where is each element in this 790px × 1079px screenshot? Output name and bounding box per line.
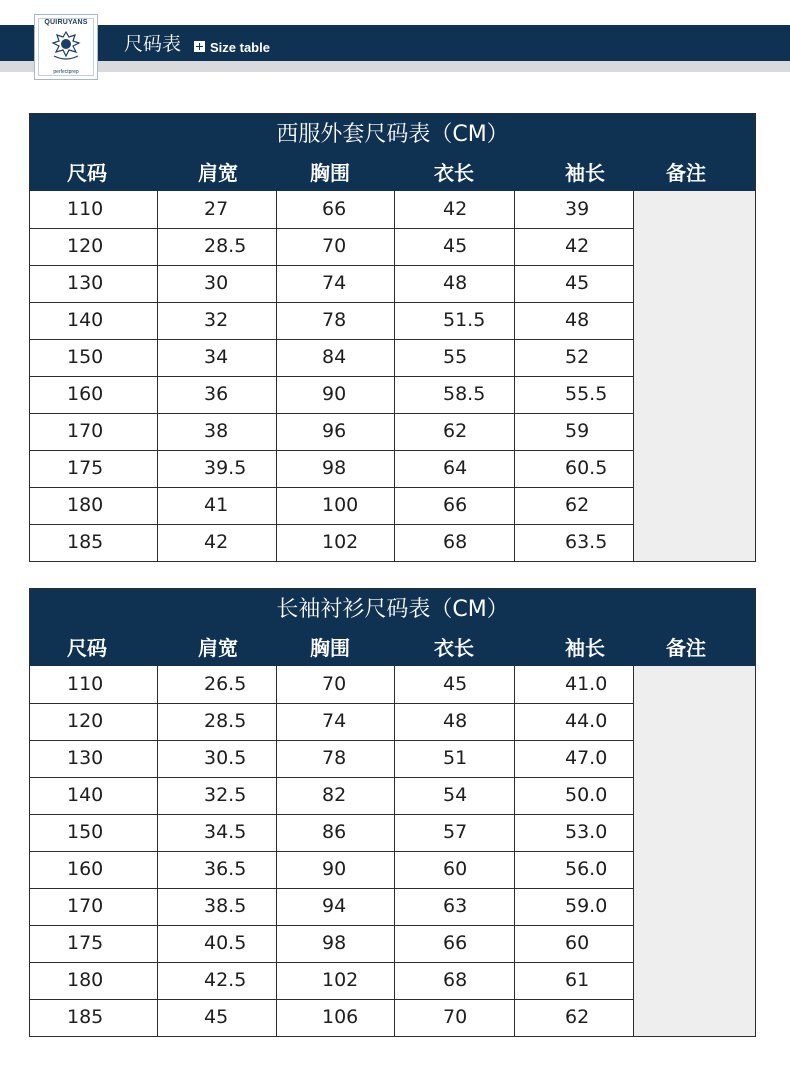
header-chest: 胸围 [310,636,350,660]
row-divider [30,228,633,229]
cell-sleeve: 59 [514,413,633,450]
suit-jacket-size-table [29,113,756,562]
cell-sleeve: 41.0 [514,666,633,703]
notes-column [633,666,755,1036]
cell-chest: 78 [276,740,394,777]
cell-size: 170 [67,895,104,917]
cell-size: 120 [67,710,104,732]
table-body [30,191,755,561]
row-divider [30,999,633,1000]
header-length: 衣长 [434,636,474,660]
cell-length: 45 [394,666,514,703]
cell-shoulder: 42.5 [157,962,276,999]
cell-sleeve: 55.5 [514,376,633,413]
long-sleeve-shirt-size-table [29,588,756,1037]
cell-size: 130 [67,747,104,769]
cell-shoulder: 32 [157,302,276,339]
table-row [30,487,633,524]
cell-length: 66 [394,487,514,524]
page-title: 尺码表 [124,33,182,55]
cell-size: 185 [67,1006,104,1028]
header-chest: 胸围 [310,161,350,185]
table-row [30,376,633,413]
cell-chest: 98 [276,450,394,487]
cell-length: 62 [394,413,514,450]
row-divider [30,265,633,266]
cell-chest: 84 [276,339,394,376]
row-divider [30,962,633,963]
cell-size: 185 [67,531,104,553]
cell-sleeve: 52 [514,339,633,376]
cell-sleeve: 62 [514,487,633,524]
cell-shoulder: 27 [157,191,276,228]
table-title: 长袖衬衫尺码表（CM） [276,597,509,622]
row-divider [30,777,633,778]
row-divider [30,413,633,414]
cell-size: 170 [67,420,104,442]
cell-shoulder: 38 [157,413,276,450]
cell-shoulder: 30 [157,265,276,302]
cell-size: 140 [67,784,104,806]
cell-sleeve: 50.0 [514,777,633,814]
table-row [30,703,633,740]
cell-shoulder: 45 [157,999,276,1036]
cell-shoulder: 34.5 [157,814,276,851]
table-row [30,962,633,999]
cell-shoulder: 42 [157,524,276,561]
table-header [30,589,755,666]
cell-shoulder: 26.5 [157,666,276,703]
header-stripe [0,61,790,72]
header-notes: 备注 [666,161,706,185]
cell-chest: 98 [276,925,394,962]
cell-length: 66 [394,925,514,962]
table-row [30,302,633,339]
cell-sleeve: 62 [514,999,633,1036]
table-row [30,999,633,1036]
row-divider [30,339,633,340]
header-banner [0,25,790,61]
row-divider [30,524,633,525]
plus-box-icon [194,41,205,52]
notes-column [633,191,755,561]
table-row [30,777,633,814]
logo-tagline: perfectprep [53,69,79,75]
header-sleeve: 袖长 [565,161,605,185]
cell-length: 55 [394,339,514,376]
row-divider [30,302,633,303]
table-body [30,666,755,1036]
cell-chest: 82 [276,777,394,814]
table-row [30,814,633,851]
cell-length: 64 [394,450,514,487]
cell-length: 70 [394,999,514,1036]
cell-length: 42 [394,191,514,228]
cell-chest: 100 [276,487,394,524]
cell-length: 54 [394,777,514,814]
header-notes: 备注 [666,636,706,660]
cell-length: 60 [394,851,514,888]
cell-size: 130 [67,272,104,294]
header-length: 衣长 [434,161,474,185]
cell-size: 110 [67,198,104,220]
crest-icon [48,29,84,63]
table-row [30,524,633,561]
cell-chest: 90 [276,376,394,413]
table-row [30,851,633,888]
cell-size: 120 [67,235,104,257]
cell-size: 175 [67,932,104,954]
cell-sleeve: 59.0 [514,888,633,925]
cell-sleeve: 56.0 [514,851,633,888]
cell-size: 150 [67,346,104,368]
cell-sleeve: 60.5 [514,450,633,487]
header-shoulder: 肩宽 [198,161,238,185]
table-row [30,925,633,962]
cell-shoulder: 30.5 [157,740,276,777]
cell-size: 110 [67,673,104,695]
cell-sleeve: 63.5 [514,524,633,561]
row-divider [30,740,633,741]
cell-sleeve: 47.0 [514,740,633,777]
table-row [30,339,633,376]
brand-logo [34,14,98,80]
header-size: 尺码 [67,636,107,660]
cell-chest: 90 [276,851,394,888]
cell-sleeve: 60 [514,925,633,962]
cell-shoulder: 41 [157,487,276,524]
cell-chest: 70 [276,228,394,265]
cell-shoulder: 32.5 [157,777,276,814]
cell-length: 45 [394,228,514,265]
cell-length: 48 [394,703,514,740]
cell-chest: 96 [276,413,394,450]
cell-size: 150 [67,821,104,843]
cell-sleeve: 42 [514,228,633,265]
table-row [30,740,633,777]
cell-sleeve: 53.0 [514,814,633,851]
cell-size: 160 [67,858,104,880]
row-divider [30,703,633,704]
table-row [30,265,633,302]
cell-size: 160 [67,383,104,405]
cell-shoulder: 34 [157,339,276,376]
cell-sleeve: 44.0 [514,703,633,740]
table-row [30,888,633,925]
cell-size: 180 [67,494,104,516]
row-divider [30,487,633,488]
header-sleeve: 袖长 [565,636,605,660]
table-title: 西服外套尺码表（CM） [276,122,509,147]
cell-shoulder: 28.5 [157,228,276,265]
cell-chest: 74 [276,265,394,302]
cell-chest: 94 [276,888,394,925]
header-shoulder: 肩宽 [198,636,238,660]
cell-chest: 78 [276,302,394,339]
table-row [30,450,633,487]
cell-sleeve: 48 [514,302,633,339]
row-divider [30,851,633,852]
cell-shoulder: 28.5 [157,703,276,740]
cell-size: 140 [67,309,104,331]
cell-length: 48 [394,265,514,302]
cell-length: 51 [394,740,514,777]
cell-sleeve: 39 [514,191,633,228]
cell-length: 63 [394,888,514,925]
row-divider [30,925,633,926]
table-row [30,413,633,450]
cell-shoulder: 38.5 [157,888,276,925]
cell-chest: 102 [276,962,394,999]
page-subtitle: Size table [210,40,270,55]
cell-chest: 66 [276,191,394,228]
cell-length: 58.5 [394,376,514,413]
table-row [30,191,633,228]
header-size: 尺码 [67,161,107,185]
table-row [30,666,633,703]
cell-length: 68 [394,962,514,999]
row-divider [30,814,633,815]
cell-shoulder: 39.5 [157,450,276,487]
cell-chest: 86 [276,814,394,851]
cell-shoulder: 36 [157,376,276,413]
cell-shoulder: 40.5 [157,925,276,962]
row-divider [30,888,633,889]
row-divider [30,376,633,377]
table-row [30,228,633,265]
cell-chest: 102 [276,524,394,561]
cell-length: 51.5 [394,302,514,339]
cell-shoulder: 36.5 [157,851,276,888]
cell-size: 180 [67,969,104,991]
cell-chest: 70 [276,666,394,703]
cell-length: 68 [394,524,514,561]
cell-length: 57 [394,814,514,851]
cell-sleeve: 61 [514,962,633,999]
cell-size: 175 [67,457,104,479]
logo-brand-text: QUIRUYANS [44,19,88,26]
cell-sleeve: 45 [514,265,633,302]
cell-chest: 74 [276,703,394,740]
table-header [30,114,755,191]
row-divider [30,450,633,451]
cell-chest: 106 [276,999,394,1036]
